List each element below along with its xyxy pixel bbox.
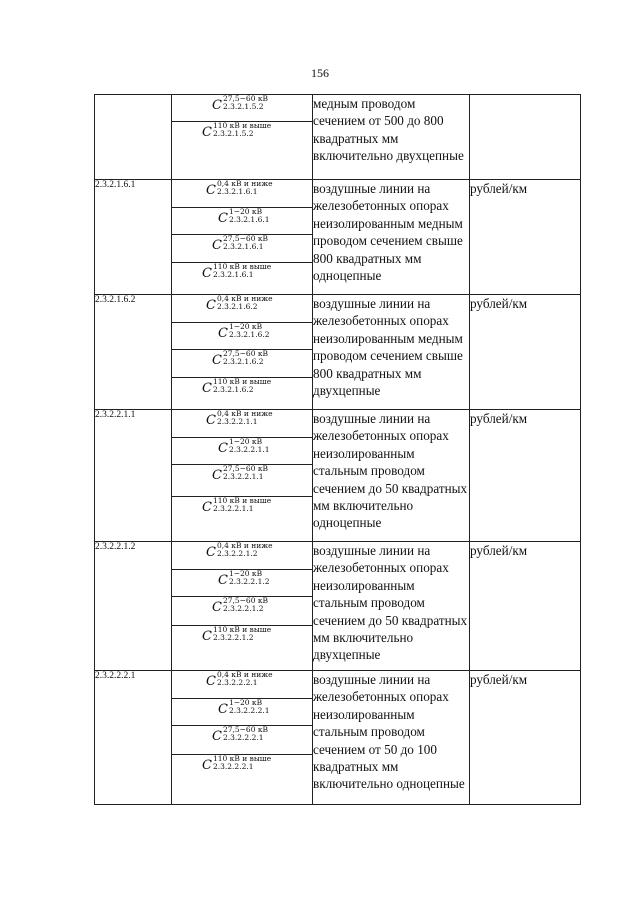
formula-subcell <box>172 349 312 377</box>
formula-index: 2.3.2.1.6.2 <box>222 357 264 366</box>
row-code: 2.3.2.1.6.2 <box>95 295 172 410</box>
formula-symbol: C <box>218 573 228 588</box>
voltage-class: 27,5−60 кВ <box>222 349 269 358</box>
formula-subcell <box>172 437 312 464</box>
formula-symbol: C <box>212 353 222 368</box>
voltage-class: 0,4 кВ и ниже <box>216 541 273 550</box>
voltage-class: 27,5−60 кВ <box>222 596 269 605</box>
formula-symbol: C <box>206 183 216 198</box>
table-row <box>95 671 581 805</box>
formula-symbol: C <box>212 468 222 483</box>
voltage-class: 1−20 кВ <box>228 698 263 707</box>
row-code: 2.3.2.2.2.1 <box>95 671 172 805</box>
voltage-class: 27,5−60 кВ <box>222 464 269 473</box>
tariff-formula <box>212 235 268 252</box>
formula-symbol: C <box>218 441 228 456</box>
table-row <box>95 410 581 542</box>
formula-subcell <box>172 377 312 409</box>
row-unit: рублей/км <box>470 671 581 805</box>
table-row <box>95 95 581 180</box>
formula-index: 2.3.2.2.1.2 <box>228 577 270 586</box>
tariff-formula <box>206 671 273 688</box>
formula-index: 2.3.2.1.6.1 <box>212 270 254 279</box>
formula-subcell <box>172 569 312 596</box>
formula-index: 2.3.2.2.2.1 <box>228 706 270 715</box>
formula-subcell <box>172 95 312 121</box>
formula-index: 2.3.2.1.6.1 <box>228 215 270 224</box>
voltage-class: 110 кВ и выше <box>212 121 272 130</box>
formula-index: 2.3.2.2.1.1 <box>216 417 258 426</box>
formula-index: 2.3.2.1.5.2 <box>212 129 254 138</box>
formula-subcell <box>172 410 312 437</box>
formula-cell <box>172 180 313 295</box>
formula-index: 2.3.2.1.6.2 <box>228 330 270 339</box>
tariff-formula <box>206 410 273 427</box>
formula-subcell <box>172 542 312 569</box>
formula-symbol: C <box>212 238 222 253</box>
voltage-class: 27,5−60 кВ <box>222 234 269 243</box>
formula-subcell <box>172 207 312 234</box>
formula-subcell <box>172 625 312 670</box>
voltage-class: 110 кВ и выше <box>212 754 272 763</box>
formula-symbol: C <box>202 381 212 396</box>
formula-symbol: C <box>218 211 228 226</box>
formula-index: 2.3.2.2.1.2 <box>212 633 254 642</box>
row-unit: рублей/км <box>470 295 581 410</box>
tariff-formula <box>212 350 268 367</box>
formula-subcell <box>172 698 312 725</box>
tariff-formula <box>212 465 268 482</box>
formula-index: 2.3.2.1.6.1 <box>222 242 264 251</box>
voltage-class: 27,5−60 кВ <box>222 94 269 103</box>
page-number: 156 <box>311 66 329 80</box>
tariff-formula <box>218 323 270 340</box>
formula-subcell <box>172 725 312 754</box>
formula-subcell <box>172 671 312 698</box>
voltage-class: 0,4 кВ и ниже <box>216 670 273 679</box>
formula-subcell <box>172 754 312 804</box>
formula-cell <box>172 95 313 180</box>
formula-subcell <box>172 295 312 322</box>
voltage-class: 1−20 кВ <box>228 322 263 331</box>
formula-subcell <box>172 496 312 541</box>
row-description: медным проводом сечением от 500 до 800 квадратных мм включительно двухцепные <box>313 95 470 180</box>
tariff-formula <box>218 438 270 455</box>
tariff-formula <box>202 263 271 280</box>
formula-symbol: C <box>206 298 216 313</box>
voltage-class: 110 кВ и выше <box>212 625 272 634</box>
formula-subcell <box>172 180 312 207</box>
table-row <box>95 542 581 671</box>
formula-index: 2.3.2.2.2.1 <box>222 733 264 742</box>
row-description: воздушные линии на железобетонных опорах неизолированным стальным проводом сечением до 50 квадратных мм включительно двухцепные <box>313 542 470 671</box>
formula-symbol: C <box>218 702 228 717</box>
voltage-class: 0,4 кВ и ниже <box>216 179 273 188</box>
row-description: воздушные линии на железобетонных опорах неизолированным медным проводом сечением свыше 800 квадратных мм одноцепные <box>313 180 470 295</box>
tariff-formula <box>206 180 273 197</box>
tariff-formula <box>218 570 270 587</box>
voltage-class: 1−20 кВ <box>228 207 263 216</box>
tariff-table <box>94 94 581 805</box>
formula-symbol: C <box>202 266 212 281</box>
formula-index: 2.3.2.2.2.1 <box>212 762 254 771</box>
formula-subcell <box>172 464 312 496</box>
formula-index: 2.3.2.2.2.1 <box>216 678 258 687</box>
formula-index: 2.3.2.2.1.1 <box>212 504 254 513</box>
tariff-formula <box>202 626 271 643</box>
tariff-formula <box>212 95 268 112</box>
formula-index: 2.3.2.1.6.2 <box>216 302 258 311</box>
formula-cell <box>172 542 313 671</box>
formula-symbol: C <box>202 125 212 140</box>
formula-index: 2.3.2.2.1.2 <box>222 604 264 613</box>
formula-cell <box>172 295 313 410</box>
formula-symbol: C <box>202 500 212 515</box>
row-description: воздушные линии на железобетонных опорах неизолированным стальным проводом сечением от 50 до 100 квадратных мм включительно одноцепные <box>313 671 470 805</box>
formula-cell <box>172 410 313 542</box>
voltage-class: 110 кВ и выше <box>212 377 272 386</box>
tariff-formula <box>218 699 270 716</box>
row-code: 2.3.2.2.1.2 <box>95 542 172 671</box>
row-unit: рублей/км <box>470 542 581 671</box>
voltage-class: 0,4 кВ и ниже <box>216 409 273 418</box>
row-description: воздушные линии на железобетонных опорах неизолированным медным проводом сечением свыше 800 квадратных мм двухцепные <box>313 295 470 410</box>
tariff-formula <box>202 497 271 514</box>
row-code: 2.3.2.2.1.1 <box>95 410 172 542</box>
formula-symbol: C <box>218 326 228 341</box>
voltage-class: 1−20 кВ <box>228 437 263 446</box>
formula-symbol: C <box>206 413 216 428</box>
row-unit: рублей/км <box>470 180 581 295</box>
row-unit: рублей/км <box>470 410 581 542</box>
formula-index: 2.3.2.2.1.2 <box>216 549 258 558</box>
formula-subcell <box>172 322 312 349</box>
table-row <box>95 180 581 295</box>
row-code: 2.3.2.1.6.1 <box>95 180 172 295</box>
tariff-formula <box>202 378 271 395</box>
formula-symbol: C <box>212 600 222 615</box>
formula-symbol: C <box>206 545 216 560</box>
formula-subcell <box>172 234 312 262</box>
formula-symbol: C <box>206 674 216 689</box>
formula-subcell <box>172 121 312 179</box>
voltage-class: 0,4 кВ и ниже <box>216 294 273 303</box>
row-unit <box>470 95 581 180</box>
tariff-formula <box>212 597 268 614</box>
formula-subcell <box>172 262 312 294</box>
formula-subcell <box>172 596 312 625</box>
tariff-formula <box>202 755 271 772</box>
formula-symbol: C <box>212 98 222 113</box>
formula-symbol: C <box>212 729 222 744</box>
row-description: воздушные линии на железобетонных опорах неизолированным стальным проводом сечением до 50 квадратных мм включительно одноцепные <box>313 410 470 542</box>
formula-index: 2.3.2.1.6.2 <box>212 385 254 394</box>
voltage-class: 110 кВ и выше <box>212 262 272 271</box>
formula-index: 2.3.2.2.1.1 <box>222 472 264 481</box>
tariff-formula <box>212 726 268 743</box>
tariff-formula <box>206 295 273 312</box>
voltage-class: 27,5−60 кВ <box>222 725 269 734</box>
tariff-formula <box>202 122 271 139</box>
row-code <box>95 95 172 180</box>
formula-symbol: C <box>202 629 212 644</box>
voltage-class: 110 кВ и выше <box>212 496 272 505</box>
voltage-class: 1−20 кВ <box>228 569 263 578</box>
table-row <box>95 295 581 410</box>
formula-index: 2.3.2.1.5.2 <box>222 102 264 111</box>
formula-cell <box>172 671 313 805</box>
formula-index: 2.3.2.1.6.1 <box>216 187 258 196</box>
formula-index: 2.3.2.2.1.1 <box>228 445 270 454</box>
tariff-formula <box>206 542 273 559</box>
formula-symbol: C <box>202 758 212 773</box>
tariff-formula <box>218 208 270 225</box>
